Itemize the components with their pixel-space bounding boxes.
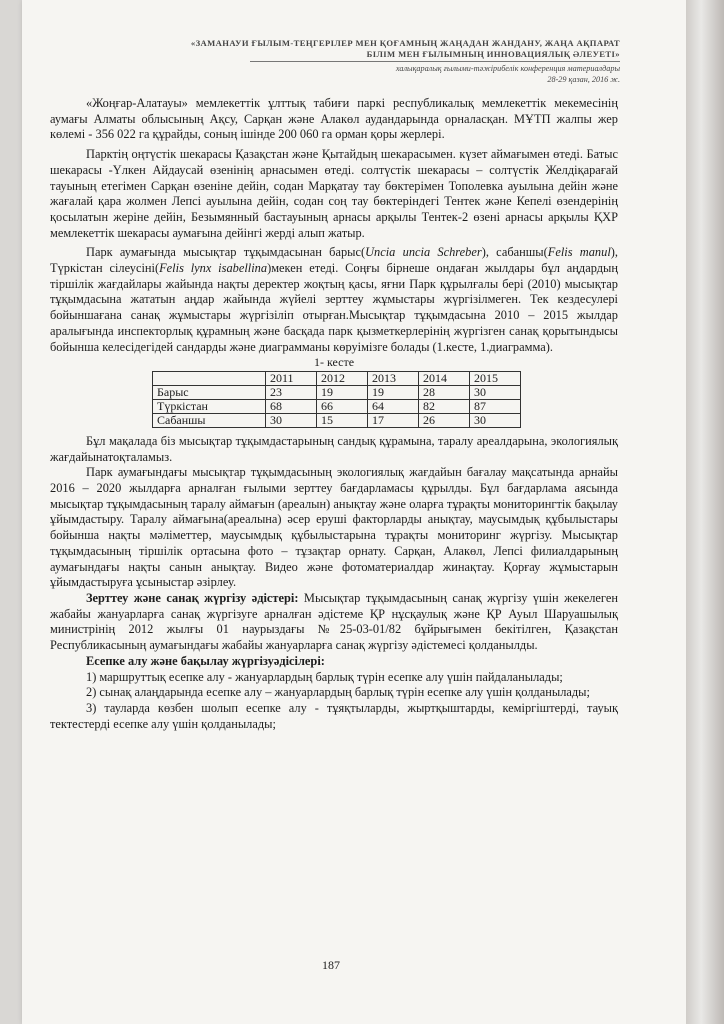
methods-title: Зерттеу және санақ жүргізу әдістері: <box>86 590 299 605</box>
conference-header <box>130 38 620 85</box>
table-cell: 19 <box>317 385 368 399</box>
latin-uncia: Uncia uncia Schreber <box>365 245 482 260</box>
header-date: 28-29 қазан, 2016 ж. <box>547 75 620 84</box>
table-cell: 87 <box>470 399 521 413</box>
method-item-2: 2) сынақ алаңдарында есепке алу – жануарлардың барлық түрін есепке алу үшін қолданылады; <box>86 685 590 700</box>
table-row <box>153 399 521 413</box>
table-corner-cell <box>153 371 266 385</box>
table-cell: 26 <box>419 413 470 427</box>
table-row <box>153 413 521 427</box>
paragraph-6 <box>50 591 618 654</box>
paragraph-1: «Жоңғар-Алатауы» мемлекеттік ұлттық табиғи паркі республикалық мемлекеттік мекемесінің аумағы Алматы облысының Ақсу, Сарқан және Алакөл аудандарында орналасқан. МҰТП жалпы жер көлемі - 356 022 га құрайды, соның ішінде 200 060 га орман қоры жерлері. <box>50 96 618 142</box>
table-cell: 30 <box>470 413 521 427</box>
p3-text-a: Парк аумағында мысықтар тұқымдасынан барыс( <box>86 245 366 260</box>
table-cell: 64 <box>368 399 419 413</box>
accounting-methods-title: Есепке алу және бақылау жүргізуәдісілері: <box>86 653 325 668</box>
table-cell: 82 <box>419 399 470 413</box>
table-cell: 30 <box>266 413 317 427</box>
header-rule <box>250 61 620 62</box>
paragraph-4: Бұл мақалада біз мысықтар тұқымдастарының сандық құрамына, таралу ареалдарына, экологиялық жағдайынатоқталамыз. <box>50 433 618 464</box>
header-line-3: халықаралық ғылыми-тәжірибелік конференция материалдары <box>395 64 620 73</box>
year-header: 2011 <box>266 371 317 385</box>
header-line-2: БІЛІМ МЕН ҒЫЛЫМНЫҢ ИННОВАЦИЯЛЫҚ ӘЛЕУЕТІ» <box>366 49 620 59</box>
table-header-row <box>153 371 521 385</box>
method-item-1: 1) маршруттық есепке алу - жануарлардың барлық түрін есепке алу үшін пайдаланылады; <box>86 669 563 684</box>
table-cell: 23 <box>266 385 317 399</box>
year-header: 2013 <box>368 371 419 385</box>
table-caption: 1- кесте <box>313 355 355 370</box>
table-cell: 15 <box>317 413 368 427</box>
document-page <box>22 0 686 1024</box>
paragraph-3 <box>50 245 618 355</box>
latin-felis-manul: Felis manul <box>547 245 611 260</box>
article-body <box>50 96 618 732</box>
paragraph-2: Парктің оңтүстік шекарасы Қазақстан және Қытайдың шекарасымен. күзет аймағымен өтеді. Батыс шекарасы -Үлкен Айдаусай өзенінің арнасымен өтеді. солтүстік шекарасы – солтүстік Желдіқарағай тауының етегімен Сарқан өзеніне дейін, содан Марқатау тау бөктерімен Тополевка ауылына дейін және жағалай қара жолмен Лепсі ауылына дейін, содан соң тау бөктеріндегі Тентек және Кепелі өзендерінің қосылатын жеріне дейін, Безымянный бастауының арнасы арқылы Тентек-2 өзені арнасы арқылы ҚХР мемлекеттік шекарасы аумағына дейінгі жерді алып жатыр. <box>50 147 618 240</box>
header-line-1: «ЗАМАНАУИ ҒЫЛЫМ-ТЕҢГЕРІЛЕР МЕН ҚОҒАМНЫҢ ЖАҢАДАН ЖАНДАНУ, ЖАҢА АҚПАРАТ <box>190 38 620 48</box>
table-cell: 66 <box>317 399 368 413</box>
latin-felis-lynx: Felis lynx isabellina <box>159 261 268 276</box>
species-name: Түркістан <box>153 399 266 413</box>
page-number: 187 <box>322 958 340 972</box>
methods-text: Мысықтар тұқымдасының санақ жүргізу үшін жекелеген жабайы жануарларға санақ жүргізуге арналған әдістеме ҚР нұсқаулық және ҚР Ауыл Шаруашылық министрінің 2012 жылғы 01 наурыздағы №25-03-01/82 бұйрығымен бекітілген, Қазақстан Республикасының аумағындағы жабайы жануарларға санақ жүргізу әдістемесі қолданылды. <box>50 590 618 653</box>
table-cell: 30 <box>470 385 521 399</box>
page-stack-edge <box>686 0 724 1024</box>
p3-text-c: ), Түркістан сілеусіні( <box>50 245 618 276</box>
year-header: 2014 <box>419 371 470 385</box>
table-cell: 28 <box>419 385 470 399</box>
paragraph-5: Парк аумағындағы мысықтар тұқымдасының экологиялық жағдайын бағалау мақсатында арнайы 2016 – 2020 жылдарға арналған ғылыми зерттеу бағдарламасы құрылды. Бұл бағдарлама аясында мысықтар тұқымдасының таралу аймағын (ареалын) анықтау және оларға тұрақты мониторингтік бақылау ұйымдастыру. Таралу аймағына(ареалына) әсер еруші факторларды анықтау, маусымдық құбылыстары бойынша нақты мәліметтер, маусымдық құбылыстарына тұрақты мониторинг жүргізу. Мысықтар тұқымдасының тіршілік ортасына фото – тұзақтар орнату. Сарқан, Алакөл, Лепсі филиалдарының аумағындағы нақты санын анықтау. Видео және фотоматериалдар жинақтау. Қорғау жұмыстарын ұйымдастыруға ұсыныстар әзірлеу. <box>50 465 618 590</box>
year-header: 2012 <box>317 371 368 385</box>
table-row <box>153 385 521 399</box>
table-cell: 17 <box>368 413 419 427</box>
table-cell: 68 <box>266 399 317 413</box>
population-table <box>152 371 521 428</box>
year-header: 2015 <box>470 371 521 385</box>
table-cell: 19 <box>368 385 419 399</box>
method-item-3: 3) тауларда көзбен шолып есепке алу - тұяқтыларды, жыртқыштарды, кеміргіштерді, тауық тектестерді есепке алу үшін қолданылады; <box>50 700 618 731</box>
species-name: Сабаншы <box>153 413 266 427</box>
p3-text-d: )мекен етеді. Соңғы бірнеше ондаған жылдары бұл аңдардың тіршілік жағдайлары жайында нақты деректер жоқтың қасы, яғни Парк құрылғалы бері (2010) мысықтар тұқымдасына жататын аңдар жайында жүйелі зерттеу жұмыстары жүргізілмеген. Тек кездесулері бойыншағана санақ жұмыстары жүргізіліп отырған.Мысықтар тұқымдасына 2010 – 2015 жылдар аралығында инспекторлық құрамның және басқада парк қызметкерлерінің жүргізген санақ қорытындысы бойынша келесідегідей сандарды және диаграмманы көруімізге болады (1.кесте, 1.диаграмма). <box>50 261 619 354</box>
species-name: Барыс <box>153 385 266 399</box>
p3-text-b: ), сабаншы( <box>481 245 548 260</box>
